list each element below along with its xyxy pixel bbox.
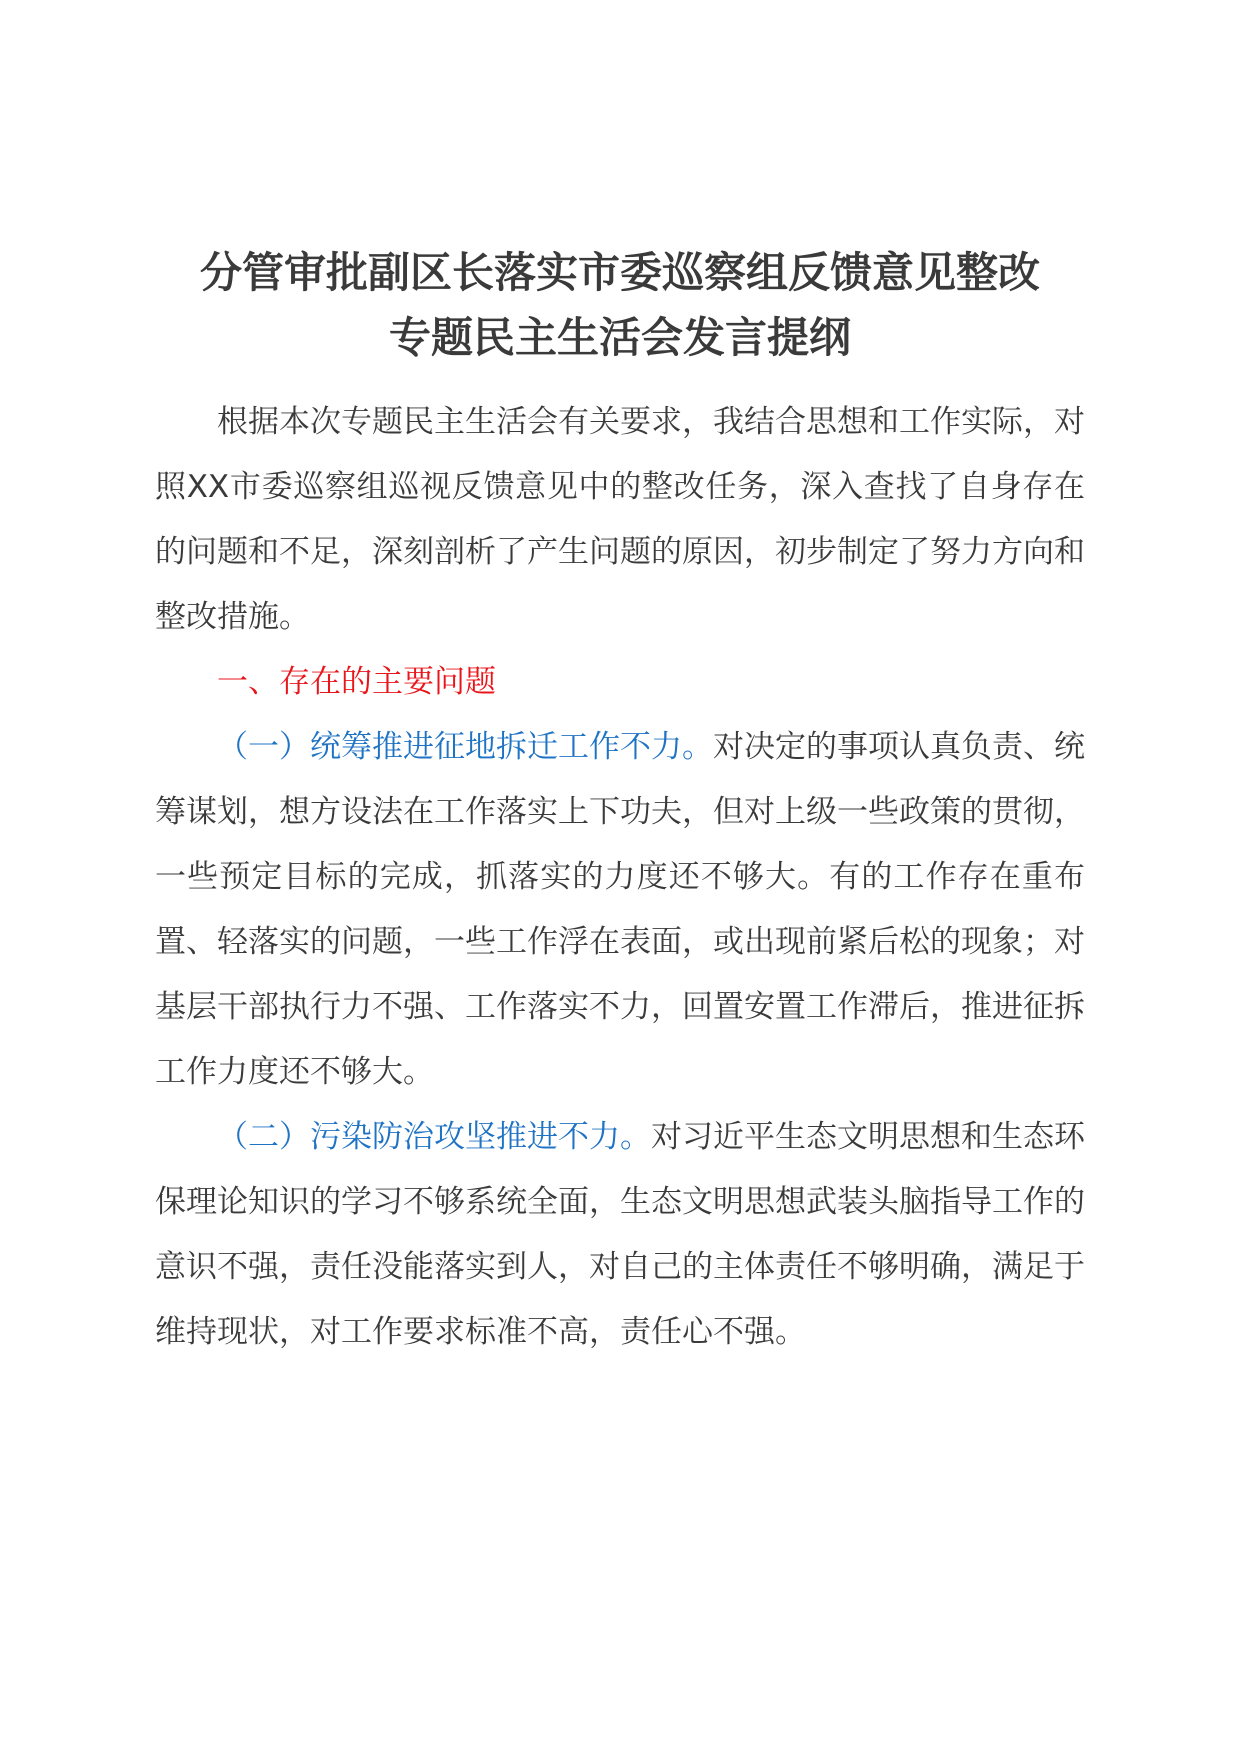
problem-item-1-body: 对决定的事项认真负责、统筹谋划，想方设法在工作落实上下功夫，但对上级一些政策的贯彻，一些预定目标的完成，抓落实的力度还不够大。有的工作存在重布置、轻落实的问题，一些工作浮在表面，或出现前紧后松的现象；对基层干部执行力不强、工作落实不力，回置安置工作滞后，推进征拆工作力度还不够大。 [155, 729, 1085, 1090]
document-page [155, 240, 1085, 1365]
title-line-2: 专题民主生活会发言提纲 [388, 313, 851, 362]
section-heading-main-problems: 一、存在的主要问题 [217, 664, 496, 700]
problem-item-2-body: 对习近平生态文明思想和生态环保理论知识的学习不够系统全面，生态文明思想武装头脑指导工作的意识不强，责任没能落实到人，对自己的主体责任不够明确，满足于维持现状，对工作要求标准不高，责任心不强。 [155, 1119, 1085, 1350]
problem-item-2 [155, 1105, 1085, 1365]
document-body [155, 390, 1085, 1365]
problem-item-2-title: （二）污染防治攻坚推进不力。 [217, 1119, 651, 1155]
problem-item-1-title: （一）统筹推进征地拆迁工作不力。 [217, 729, 713, 765]
document-title [155, 240, 1085, 370]
intro-paragraph: 根据本次专题民主生活会有关要求，我结合思想和工作实际，对照XX市委巡察组巡视反馈意见中的整改任务，深入查找了自身存在的问题和不足，深刻剖析了产生问题的原因，初步制定了努力方向和整改措施。 [155, 404, 1085, 635]
title-line-1: 分管审批副区长落实市委巡察组反馈意见整改 [199, 248, 1040, 297]
problem-item-1 [155, 715, 1085, 1105]
